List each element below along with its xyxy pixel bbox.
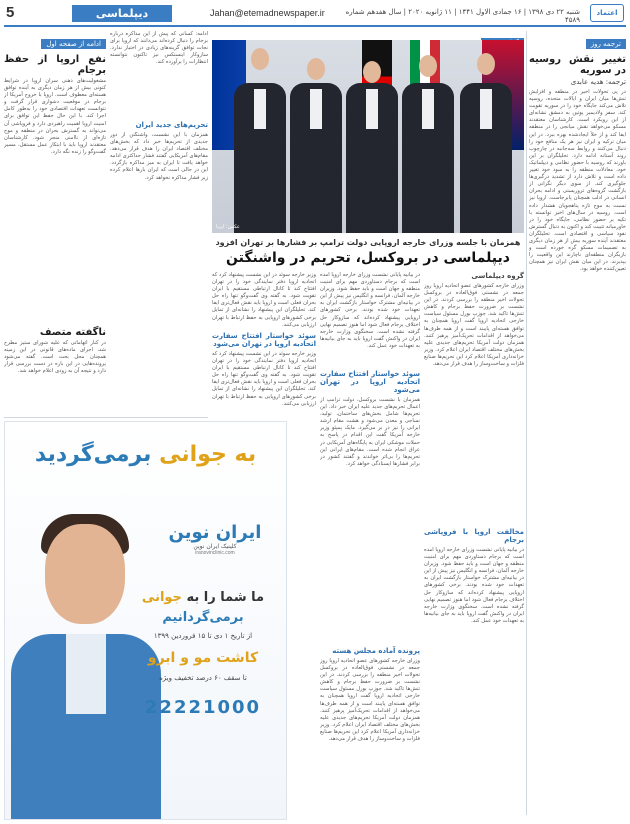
center-col-1	[424, 272, 524, 815]
center-col-1-body-2: در بیانیه پایانی نشست وزرای خارجه اروپا آمده است که برجام دستاوردی مهم برای امنیت منطقه و جهان است و باید حفظ شود. وزیران خارجه آلمان، فرانسه و انگلیس نیز پیش از این در بیانیه‌ای مشترک خواستار بازگشت ایران به تعهدات خود شده بودند. برخی کشورهای اروپایی پیشنهاد کرده‌اند که سازوکار حل اختلاف برجام فعال شود اما هنوز تصمیم نهایی گرفته نشده است. سخنگوی وزارت خارجه ایران در واکنش گفت اروپا باید به جای بیانیه‌ها به تعهدات خود عمل کند.	[424, 547, 524, 624]
right-column	[529, 31, 626, 815]
ad-offer-dates: از تاریخ ۱ دی تا ۱۵ فروردین ۱۳۹۹	[153, 632, 253, 640]
ad-model-image	[11, 514, 161, 819]
page-number: 5	[6, 4, 15, 21]
left-column	[4, 31, 106, 416]
brand-mark: ایران نوین	[168, 522, 262, 543]
ad-slogan-rest: برمی‌گردید	[34, 442, 152, 467]
center-col-2	[320, 272, 420, 815]
ministers-photo	[212, 40, 524, 233]
right-article-body: در پی تحولات اخیر در منطقه و افزایش تنش‌ها میان ایران و ایالات متحده، روسیه تلاش می‌کند جایگاه خود را در سوریه تقویت کند. سفر ولادیمیر پوتین به دمشق نشانه‌ای از این رویکرد است. کارشناسان معتقدند مسکو می‌خواهد نقش میانجی را در منطقه ایفا کند و از خلأ ایجادشده بهره ببرد. در این میان ترکیه و ایران نیز هر یک منافع خود را دنبال می‌کنند و روابط سه‌جانبه در چارچوب روند آستانه ادامه دارد. تحلیلگران بر این باورند که روسیه با حضور نظامی و دیپلماتیک خود، معادلات منطقه را به سود خود تغییر داده است و تلاش دارد از تشدید درگیری‌ها جلوگیری کند. از سوی دیگر نگرانی از بازگشت گروه‌های تروریستی و ادامه بحران انسانی در ادلب همچنان پابرجاست. اروپا نیز نسبت به موج تازه پناهجویان هشدار داده است. روسیه در سال‌های اخیر توانسته با تکیه بر حضور نظامی، جایگاه خود را در خاورمیانه تثبیت کند و اکنون به دنبال گسترش نفوذ سیاسی و اقتصادی است. تحلیلگران معتقدند آینده سوریه بیش از هر زمان دیگری به تصمیمات مسکو گره خورده است و بازیگران منطقه‌ای ناچارند این واقعیت را بپذیرند. در این میان نقش ایران نیز همچنان تعیین‌کننده خواهد بود.	[529, 89, 626, 273]
mid-column-body: ادامه: کسانی که پیش از این مذاکره درباره برجام را دنبال کرده‌اند می‌دانند که اروپا برای نجات توافق گزینه‌های زیادی در اختیار ندارد. سازوکار اینستکس نیز تاکنون نتوانسته انتظارات را برآورده کند.	[110, 31, 208, 66]
right-article-title: تغییر نقش روسیه در سوریه	[529, 54, 626, 76]
ad-line-1	[125, 590, 281, 605]
center-subhead-1: مخالفت اروپا با فروپاشی برجام	[424, 528, 524, 544]
ad-line-2: برمی‌گردانیم	[162, 610, 244, 625]
newspaper-logo: اعتماد	[590, 4, 624, 22]
center-col-3-body: وزیر خارجه سوئد در این نشست پیشنهاد کرد که اتحادیه اروپا دفتر نمایندگی خود را در تهران افتتاح کند تا کانال ارتباطی مستقیم با ایران تقویت شود. به گفته وی گفت‌وگو تنها راه حل بحران فعلی است و اروپا باید نقش فعال‌تری ایفا کند. تحلیلگران این پیشنهاد را نشانه‌ای از تمایل برخی کشورهای اروپایی به حفظ ارتباط با تهران ارزیابی می‌کنند.	[212, 272, 316, 328]
center-col-2-body: در بیانیه پایانی نشست وزرای خارجه اروپا آمده است که برجام دستاوردی مهم برای امنیت منطقه و جهان است و باید حفظ شود. وزیران خارجه آلمان، فرانسه و انگلیس نیز پیش از این در بیانیه‌ای مشترک خواستار بازگشت ایران به تعهدات خود شده بودند. برخی کشورهای اروپایی پیشنهاد کرده‌اند که سازوکار حل اختلاف برجام فعال شود اما هنوز تصمیم نهایی گرفته نشده است. سخنگوی وزارت خارجه ایران در واکنش گفت اروپا باید به جای بیانیه‌ها به تعهدات خود عمل کند.	[320, 272, 420, 349]
person-2	[290, 58, 342, 233]
article-byline: گروه دیپلماسی	[471, 272, 524, 280]
ad-line-1-highlight: جوانی	[141, 590, 182, 605]
article-headline: دیپلماسی در بروکسل، تحریم در واشنگتن	[226, 250, 510, 266]
brand-name: کلینیک ایران نوین	[193, 543, 237, 550]
left-article-body-2: در کنار اتهاماتی که علیه شورای ستیز مطرح شد، اجرای ماده‌های قانونی در این زمینه همچنان محل بحث است. گفته می‌شود پرونده‌هایی در این باره در دست بررسی قرار دارد و نتیجه آن به زودی اعلام خواهد شد.	[4, 340, 106, 375]
center-subhead-2: سوئد خواستار افتتاح سفارت اتحادیه اروپا در تهران می‌شود	[320, 370, 420, 394]
mid-column	[110, 31, 208, 416]
person-5	[460, 53, 512, 233]
ad-divider	[4, 417, 208, 418]
center-col-2-body-3: وزرای خارجه کشورهای عضو اتحادیه اروپا روز جمعه در نشستی فوق‌العاده در بروکسل تحولات اخیر منطقه را بررسی کردند. در این نشست بر ضرورت حفظ برجام و کاهش تنش‌ها تاکید شد. جوزپ بورل مسئول سیاست خارجی اتحادیه اروپا گفت اروپا همچنان به توافق هسته‌ای پایبند است و از همه طرف‌ها می‌خواهد از اقدامات تحریک‌آمیز پرهیز کنند. همزمان دولت آمریکا تحریم‌های جدیدی علیه بخش‌های مختلف اقتصاد ایران اعلام کرد. وزیر خزانه‌داری آمریکا اعلام کرد این تحریم‌ها صنایع فلزات و ساخت‌وساز را هدف قرار می‌دهد.	[320, 658, 420, 743]
ad-service: کاشت مو و ابرو	[147, 650, 259, 666]
left-column-tag: ادامه از صفحه اول	[41, 39, 106, 49]
center-col-3	[212, 272, 316, 422]
person-1	[234, 48, 286, 233]
date-line: شنبه ۲۲ دی ۱۳۹۸ | ۱۶ جمادی الاول ۱۴۴۱ | ۱۱ ژانویه ۲۰۲۰ | سال هفدهم شماره ۴۵۸۹	[345, 8, 580, 24]
center-subhead-4: پرونده آماده مجلس هسته	[332, 647, 420, 655]
brand-url[interactable]: iranovinclinic.com	[195, 550, 235, 556]
left-article-body: مشغولیت‌های ذهنی سران اروپا در شرایط کنونی بیش از هر زمان دیگری به آینده توافق هسته‌ای معطوف است. اروپا با خروج آمریکا از برجام در موقعیت دشواری قرار گرفت و نتوانست تعهدات اقتصادی خود را به‌طور کامل اجرا کند. با این حال حفظ این توافق برای امنیت اروپا اهمیت راهبردی دارد و فروپاشی آن می‌تواند به گسترش بحران در منطقه و موج تازه‌ای از ناامنی منجر شود. کارشناسان معتقدند اروپا باید با ابتکار عمل مستقل، مسیر گفت‌وگو را زنده نگه دارد.	[4, 78, 106, 155]
right-article-subtitle: ترجمه: هدیه عابدی	[570, 78, 626, 86]
header-rule	[4, 25, 626, 27]
right-column-tag: ترجمه روز	[586, 39, 626, 49]
ad-slogan-highlight: به جوانی	[159, 442, 257, 467]
article-kicker: همزمان با جلسه وزرای خارجه اروپایی دولت ترامپ بر فشارها بر تهران افزود	[215, 238, 521, 247]
center-col-2-body-2: همزمان با نشست بروکسل، دولت ترامپ از اعمال تحریم‌های جدید علیه ایران خبر داد. این تحریم‌ها شامل بخش‌های ساختمان، تولید، نساجی و معدن می‌شود و هشت مقام ارشد ایرانی را نیز در بر می‌گیرد. مایک پمپئو وزیر خارجه آمریکا گفت این اقدام در پاسخ به حملات موشکی ایران به پایگاه‌های آمریکایی در عراق انجام شده است. مقام‌های ایرانی این تحریم‌ها را بی‌اثر خواندند و گفتند کشور در برابر فشارها ایستادگی خواهد کرد.	[320, 397, 420, 467]
ad-discount: تا سقف ۶۰ درصد تخفیف ویژه	[159, 674, 247, 682]
ad-slogan	[5, 442, 286, 467]
left-article-title: نفع اروپا از حفظ برجام	[4, 54, 106, 76]
left-article-title-2: ناگفته متصف	[39, 327, 106, 338]
clinic-advertisement[interactable]	[4, 421, 287, 820]
ad-phone-number[interactable]: 22221000	[144, 697, 262, 718]
ad-line-1-text: ما شما را به	[186, 590, 265, 605]
center-subhead-3: سوئد خواستار افتتاح سفارت اتحادیه اروپا در تهران می‌شود	[212, 332, 316, 348]
center-col-3-body-2: وزیر خارجه سوئد در این نشست پیشنهاد کرد که اتحادیه اروپا دفتر نمایندگی خود را در تهران افتتاح کند تا کانال ارتباطی مستقیم با ایران تقویت شود. به گفته وی گفت‌وگو تنها راه حل بحران فعلی است و اروپا باید نقش فعال‌تری ایفا کند. تحلیلگران این پیشنهاد را نشانه‌ای از تمایل برخی کشورهای اروپایی به حفظ ارتباط با تهران ارزیابی می‌کنند.	[212, 351, 316, 407]
page-header	[0, 0, 630, 26]
center-col-1-body: وزرای خارجه کشورهای عضو اتحادیه اروپا روز جمعه در نشستی فوق‌العاده در بروکسل تحولات اخیر منطقه را بررسی کردند. در این نشست بر ضرورت حفظ برجام و کاهش تنش‌ها تاکید شد. جوزپ بورل مسئول سیاست خارجی اتحادیه اروپا گفت اروپا همچنان به توافق هسته‌ای پایبند است و از همه طرف‌ها می‌خواهد از اقدامات تحریک‌آمیز پرهیز کنند. همزمان دولت آمریکا تحریم‌های جدیدی علیه بخش‌های مختلف اقتصاد ایران اعلام کرد. وزیر خزانه‌داری آمریکا اعلام کرد این تحریم‌ها صنایع فلزات و ساخت‌وساز را هدف قرار می‌دهد.	[424, 283, 524, 368]
center-tag-wrap	[212, 30, 524, 40]
column-divider	[526, 31, 527, 815]
clinic-logo	[155, 522, 275, 556]
person-3	[346, 61, 398, 233]
person-4	[402, 55, 454, 233]
photo-caption: عکس: ایرنا	[216, 224, 240, 230]
section-email: Jahan@etemadnewspaper.ir	[210, 8, 325, 18]
section-label: دیپلماسی	[72, 5, 172, 22]
mid-column-subhead: تحریم‌های جدید ایران	[135, 121, 208, 129]
mid-column-body-2: همزمان با این نشست، واشنگتن از دور جدیدی از تحریم‌ها خبر داد که بخش‌های مختلف اقتصاد ایران را هدف قرار می‌دهد. مقام‌های آمریکایی گفتند فشار حداکثری ادامه خواهد یافت تا ایران به میز مذاکره بازگردد. این در حالی است که ایران بارها اعلام کرده زیر فشار مذاکره نخواهد کرد.	[110, 132, 208, 181]
